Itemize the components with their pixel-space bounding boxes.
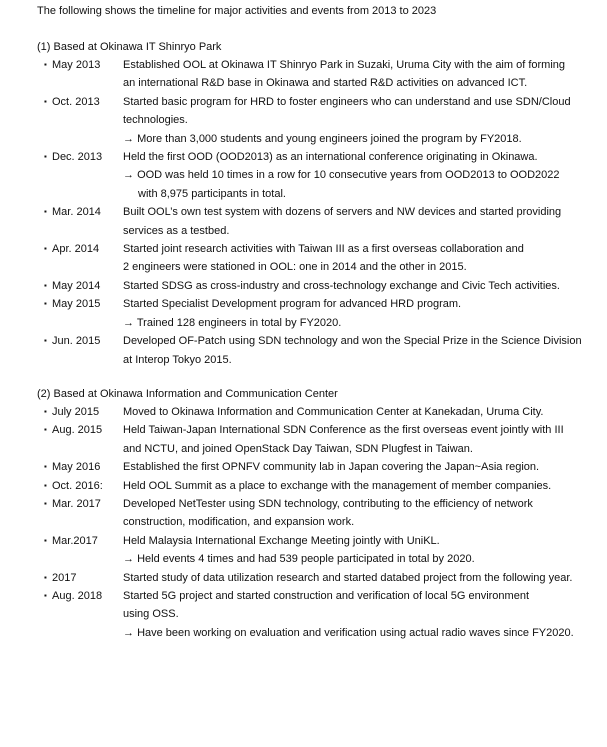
entry-date — [44, 203, 101, 221]
entry-description — [123, 277, 597, 295]
entry-date-text: May 2014 — [52, 279, 101, 292]
entry-description-line: Held Malaysia International Exchange Meeting jointly with UniKL. — [123, 534, 440, 547]
entry-date — [44, 56, 100, 74]
timeline-list — [37, 56, 597, 369]
entry-result-note — [123, 624, 597, 642]
bullet-square-icon: ▪ — [44, 572, 47, 582]
entry-description-line: Started joint research activities with Taiwan III as a first overseas collaboration and — [123, 243, 524, 256]
entry-date — [44, 495, 101, 513]
entry-description-line: technologies. — [123, 114, 188, 127]
bullet-square-icon: ▪ — [44, 591, 47, 601]
entry-date-text: May 2016 — [52, 461, 101, 474]
entry-description-line: Held the first OOD (OOD2013) as an international conference originating in Okinawa. — [123, 151, 538, 164]
entry-date-text: Dec. 2013 — [52, 151, 103, 164]
entry-description — [123, 295, 597, 332]
entry-result-note — [123, 130, 597, 148]
entry-description-line: Started 5G project and started construction and verification of local 5G environment — [123, 590, 529, 603]
entry-description-line: and NCTU, and joined OpenStack Day Taiwan, SDN Plugfest in Taiwan. — [123, 442, 473, 455]
timeline-entry — [37, 56, 597, 93]
entry-result-note — [123, 314, 597, 332]
entry-description-line: an international R&D base in Okinawa and started R&D activities on advanced ICT. — [123, 77, 528, 90]
timeline-entry — [37, 203, 597, 240]
entry-date-text: Mar. 2017 — [52, 498, 101, 511]
entry-date — [44, 421, 102, 439]
timeline-entry — [37, 587, 597, 642]
entry-result-note — [123, 166, 597, 184]
entry-date-text: Oct. 2016: — [52, 479, 103, 492]
entry-description-line: Established the first OPNFV community lab in Japan covering the Japan~Asia region. — [123, 461, 540, 474]
entry-date-text: May 2015 — [52, 298, 101, 311]
entry-description-line: Held OOL Summit as a place to exchange with the management of member companies. — [123, 479, 552, 492]
entry-result-note-text: Held events 4 times and had 539 people participated in total by 2020. — [137, 553, 475, 566]
entry-date — [44, 277, 100, 295]
timeline-entry — [37, 495, 597, 532]
timeline-entry — [37, 332, 597, 369]
section-title: (2) Based at Okinawa Information and Communication Center — [37, 388, 338, 400]
timeline-list — [37, 403, 597, 642]
right-arrow-icon: → — [123, 169, 134, 182]
timeline-entry — [37, 277, 597, 295]
entry-date-text: Mar.2017 — [52, 534, 98, 547]
section-okinawa-information-communication-center — [37, 385, 597, 642]
timeline-entry — [37, 477, 597, 495]
entry-result-note — [123, 550, 597, 568]
intro-text: The following shows the timeline for major activities and events from 2013 to 2023 — [37, 5, 437, 17]
entry-description-line: Started Specialist Development program for advanced HRD program. — [123, 298, 462, 311]
entry-date-text: July 2015 — [52, 406, 100, 418]
timeline-entry — [37, 93, 597, 148]
entry-result-note-text: OOD was held 10 times in a row for 10 consecutive years from OOD2013 to OOD2022 — [137, 169, 560, 182]
entry-date-text: Aug. 2018 — [52, 590, 103, 603]
entry-description — [123, 56, 597, 93]
entry-description — [123, 421, 597, 458]
section-okinawa-it-shinryo-park — [37, 38, 597, 369]
bullet-square-icon: ▪ — [44, 96, 47, 106]
right-arrow-icon: → — [123, 553, 134, 566]
entry-date — [44, 458, 100, 476]
entry-date-text: Apr. 2014 — [52, 243, 100, 256]
entry-description — [123, 93, 597, 148]
entry-description-line: using OSS. — [123, 608, 179, 621]
bullet-square-icon: ▪ — [44, 425, 47, 435]
bullet-square-icon: ▪ — [44, 336, 47, 346]
entry-date — [44, 532, 98, 550]
right-arrow-icon: → — [123, 132, 134, 145]
right-arrow-icon: → — [123, 626, 134, 639]
entry-result-note-text: More than 3,000 students and young engineers joined the program by FY2018. — [137, 132, 522, 145]
bullet-square-icon: ▪ — [44, 407, 47, 416]
entry-date — [44, 93, 100, 111]
bullet-square-icon: ▪ — [44, 462, 47, 472]
entry-description-line: Held Taiwan-Japan International SDN Conference as the first overseas event jointly with III — [123, 424, 564, 437]
entry-date — [44, 148, 102, 166]
timeline-entry — [37, 240, 597, 277]
timeline-entry — [37, 569, 597, 587]
entry-date-text: Aug. 2015 — [52, 424, 103, 437]
entry-date — [44, 403, 99, 421]
entry-description — [123, 240, 597, 277]
bullet-square-icon: ▪ — [44, 207, 47, 217]
entry-date-text: May 2013 — [52, 59, 101, 71]
entry-date-text: Mar. 2014 — [52, 206, 101, 219]
entry-description-line: Moved to Okinawa Information and Communication Center at Kanekadan, Uruma City. — [123, 406, 544, 418]
entry-description-line: Started study of data utilization research and started databed project from the following year. — [123, 571, 573, 584]
entry-description-line: Built OOL’s own test system with dozens of servers and NW devices and started providing — [123, 206, 562, 219]
timeline-entry — [37, 458, 597, 476]
entry-description-line: Developed OF-Patch using SDN technology and won the Special Prize in the Science Division — [123, 335, 582, 348]
timeline-entry — [37, 295, 597, 332]
entry-description-line: Started basic program for HRD to foster engineers who can understand and use SDN/Cloud — [123, 95, 571, 108]
entry-description-line: Established OOL at Okinawa IT Shinryo Park in Suzaki, Uruma City with the aim of forming — [123, 59, 566, 71]
entry-date-text: Jun. 2015 — [52, 335, 101, 348]
entry-description — [123, 148, 597, 203]
timeline-entry — [37, 148, 597, 203]
bullet-square-icon: ▪ — [44, 280, 47, 290]
entry-description — [123, 458, 597, 476]
entry-date-text: Oct. 2013 — [52, 95, 100, 108]
entry-description — [123, 569, 597, 587]
section-title: (1) Based at Okinawa IT Shinryo Park — [37, 41, 222, 53]
entry-description-line: 2 engineers were stationed in OOL: one in 2014 and the other in 2015. — [123, 261, 467, 274]
entry-date — [44, 295, 100, 313]
entry-date — [44, 569, 76, 587]
bullet-square-icon: ▪ — [44, 535, 47, 545]
entry-date — [44, 477, 103, 495]
entry-description — [123, 332, 597, 369]
entry-description — [123, 203, 597, 240]
entry-description — [123, 403, 597, 421]
entry-result-note-text: Trained 128 engineers in total by FY2020. — [136, 316, 342, 329]
entry-date — [44, 332, 100, 350]
entry-date — [44, 240, 99, 258]
entry-description-line: Started SDSG as cross-industry and cross-technology exchange and Civic Tech activities. — [123, 279, 560, 292]
bullet-square-icon: ▪ — [44, 299, 47, 309]
timeline-entry — [37, 403, 597, 421]
entry-description — [123, 532, 597, 569]
bullet-square-icon: ▪ — [44, 244, 47, 254]
entry-date — [44, 587, 102, 605]
entry-description-line: at Interop Tokyo 2015. — [123, 353, 232, 366]
timeline-entry — [37, 532, 597, 569]
entry-description-line: Developed NetTester using SDN technology, contributing to the efficiency of network — [123, 498, 533, 511]
entry-result-note-continuation: with 8,975 participants in total. — [138, 187, 286, 200]
entry-date-text: 2017 — [52, 571, 77, 584]
bullet-square-icon: ▪ — [44, 152, 47, 162]
entry-description — [123, 587, 597, 642]
entry-description-line: construction, modification, and expansion work. — [123, 516, 355, 529]
right-arrow-icon: → — [123, 316, 134, 329]
timeline-entry — [37, 421, 597, 458]
bullet-square-icon: ▪ — [44, 480, 47, 490]
entry-description-line: services as a testbed. — [123, 224, 230, 237]
entry-result-note-text: Have been working on evaluation and verification using actual radio waves since FY2020. — [137, 626, 574, 639]
bullet-square-icon: ▪ — [44, 60, 47, 69]
entry-description — [123, 477, 597, 495]
bullet-square-icon: ▪ — [44, 499, 47, 509]
entry-description — [123, 495, 597, 532]
